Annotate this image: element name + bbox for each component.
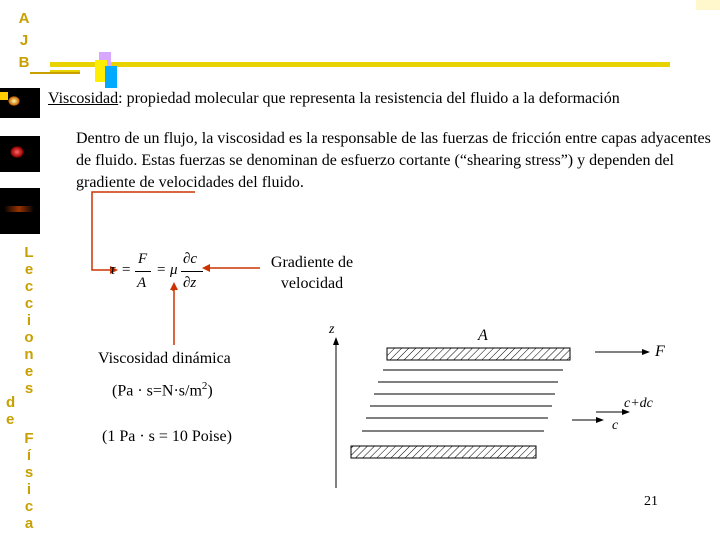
sidebar-letter: c [24,498,34,515]
top-plate [387,348,570,360]
heading-term: Viscosidad [48,90,119,107]
sidebar-letter: i [26,481,32,498]
units-prefix: (Pa · s=N·s/m [112,382,202,400]
formula-dz: ∂z [183,275,197,291]
units-suffix: ) [207,382,213,400]
formula-equals: = [157,262,166,278]
sidebar-letter: B [18,54,30,71]
formula-dc: ∂c [183,251,198,267]
sidebar-letter: i [26,312,32,329]
sidebar-letter: L [24,244,34,261]
sidebar-letter: J [19,32,29,49]
area-label: A [478,327,488,344]
gradient-label-line: velocidad [280,275,344,292]
velocity-top-label: c+dc [624,396,653,411]
formula-A: A [137,275,147,291]
sidebar-letter: o [24,329,34,346]
sidebar-letter: í [26,447,32,464]
sidebar-letter: s [24,380,34,397]
sidebar-letter: d [6,394,16,411]
formula-tau: τ [110,262,116,278]
sidebar-letter: e [24,261,34,278]
z-axis-label: z [329,322,335,337]
z-axis-arrowhead [333,337,339,345]
formula-mu: μ [170,262,178,278]
sidebar-letter: e [6,411,15,428]
formula-equals: = [122,262,131,278]
heading-rest: : propiedad molecular que representa la resistencia del fluido a la deformación [118,90,620,107]
sidebar-letter: A [18,10,30,27]
sidebar-letter: a [24,515,34,532]
sidebar-letter: c [24,278,34,295]
velocity-bottom-label: c [612,418,619,433]
sidebar-letter: s [24,464,34,481]
force-label: F [655,343,665,360]
gradient-label-line: Gradiente de [270,254,354,271]
formula-F: F [138,251,148,267]
bottom-plate [351,446,536,458]
sidebar-letter: n [24,346,34,363]
velocity-arrowhead [596,417,604,423]
sidebar-letter: F [24,430,34,447]
dynamic-viscosity-label: Viscosidad dinámica [98,350,231,367]
body-paragraph: Dentro de un flujo, la viscosidad es la responsable de las fuerzas de fricción entre capas adyacentes de fluido. Estas fuerzas se denominan de esfuerzo cortante (“shearing stress”) y dependen del gradiente de velocidades del fluido. [76,130,711,191]
poise-label: (1 Pa · s = 10 Poise) [102,428,232,445]
page-number: 21 [644,494,658,509]
sidebar-letter: c [24,295,34,312]
sidebar-letter: e [24,363,34,380]
force-arrowhead [642,349,650,355]
units-exponent: 2 [201,380,208,392]
